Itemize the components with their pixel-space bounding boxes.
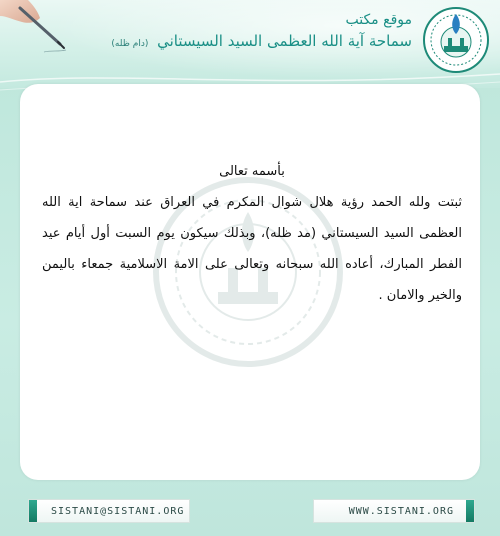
website-link[interactable] (313, 499, 475, 523)
basmala: بأسمه تعالى (219, 164, 285, 179)
email-marker (29, 500, 37, 522)
honorific: (دام ظله) (111, 39, 149, 49)
email-text[interactable]: SISTANI@SISTANI.ORG (51, 505, 185, 517)
website-text[interactable]: WWW.SISTANI.ORG (348, 505, 454, 517)
hand-writing-pen-icon (0, 0, 72, 60)
site-subtitle (82, 32, 412, 50)
website-marker (466, 500, 474, 522)
announcement-content (42, 156, 462, 311)
email-link[interactable] (28, 499, 190, 523)
announcement-body: ثبتت ولله الحمد رؤية هلال شوال المكرم في العراق عند سماحة اية الله العظمى السيد السيستاني (مد ظله)، وبذلك سيكون يوم السبت أول أيام عيد الفطر المبارك، أعاده الله سبحانه وتعالى على الامة الاسلامية جمعاء باليمن والخير والامان . (42, 195, 462, 303)
announcement-card (20, 84, 480, 480)
site-title: موقع مكتب (345, 12, 412, 28)
subtitle-text: سماحة آية الله العظمى السيد السيستاني (157, 32, 412, 50)
